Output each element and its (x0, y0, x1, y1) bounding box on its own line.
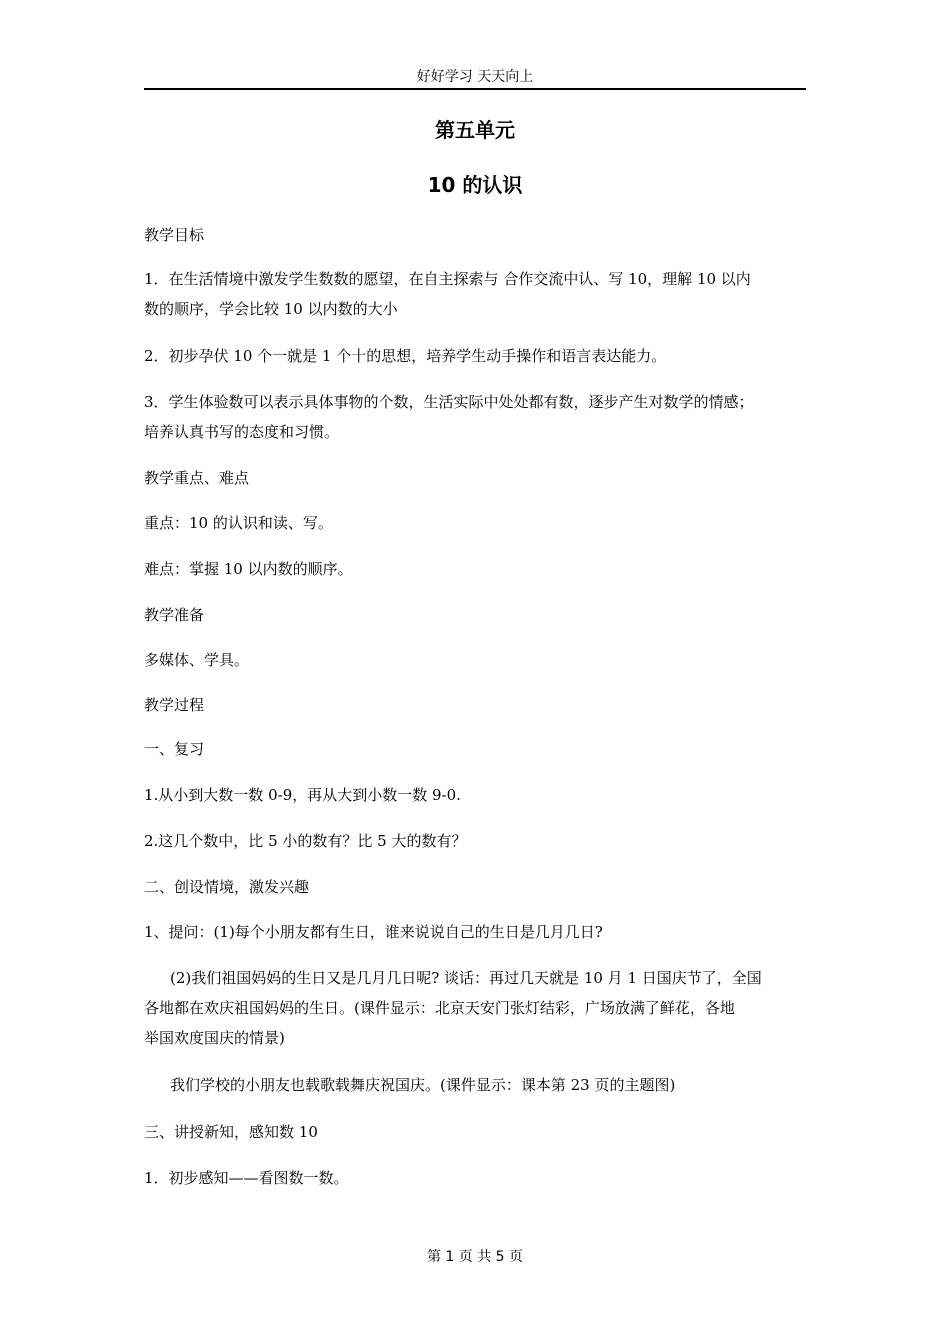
section-heading: 教学目标 (144, 226, 205, 244)
paragraph-line: 1、提问：(1)每个小朋友都有生日，谁来说说自己的生日是几月几日? (144, 923, 603, 941)
section-heading: 教学过程 (144, 696, 205, 714)
paragraph-line: 1．初步感知——看图数一数。 (144, 1169, 349, 1187)
paragraph-line: 各地都在欢庆祖国妈妈的生日。(课件显示：北京天安门张灯结彩，广场放满了鲜花，各地 (144, 999, 735, 1017)
paragraph-line: 多媒体、学具。 (144, 651, 250, 669)
section-heading: 教学准备 (144, 606, 205, 624)
paragraph-line: 数的顺序，学会比较 10 以内数的大小 (144, 300, 398, 318)
subsection-heading: 三、讲授新知，感知数 10 (144, 1123, 318, 1141)
paragraph-line: (2)我们祖国妈妈的生日又是几月几日呢? 谈话：再过几天就是 10 月 1 日国庆节了，全国 (170, 969, 762, 987)
subsection-heading: 一、复习 (144, 740, 205, 758)
paragraph-line: 3．学生体验数可以表示具体事物的个数，生活实际中处处都有数，逐步产生对数学的情感； (144, 393, 754, 411)
paragraph-line: 1.从小到大数一数 0-9，再从大到小数一数 9-0. (144, 786, 461, 804)
paragraph-line: 2．初步孕伏 10 个一就是 1 个十的思想，培养学生动手操作和语言表达能力。 (144, 347, 667, 365)
unit-title: 第五单元 (435, 118, 515, 142)
lesson-title: 10 的认识 (427, 173, 523, 197)
page-header: 好好学习 天天向上 (416, 69, 534, 85)
paragraph-line: 培养认真书写的态度和习惯。 (144, 423, 340, 441)
paragraph-line: 1．在生活情境中激发学生数数的愿望，在自主探索与 合作交流中认、写 10，理解 10 以内 (144, 270, 751, 288)
section-heading: 教学重点、难点 (144, 469, 250, 487)
paragraph-line: 我们学校的小朋友也载歌载舞庆祝国庆。(课件显示：课本第 23 页的主题图) (170, 1076, 676, 1094)
subsection-heading: 二、创设情境，激发兴趣 (144, 878, 310, 896)
paragraph-line: 2.这几个数中，比 5 小的数有？比 5 大的数有？ (144, 832, 467, 850)
page-footer: 第 1 页 共 5 页 (426, 1249, 524, 1265)
paragraph-line: 重点：10 的认识和读、写。 (144, 514, 333, 532)
header-rule (144, 88, 806, 90)
paragraph-line: 举国欢度国庆的情景) (144, 1029, 285, 1047)
paragraph-line: 难点：掌握 10 以内数的顺序。 (144, 560, 353, 578)
